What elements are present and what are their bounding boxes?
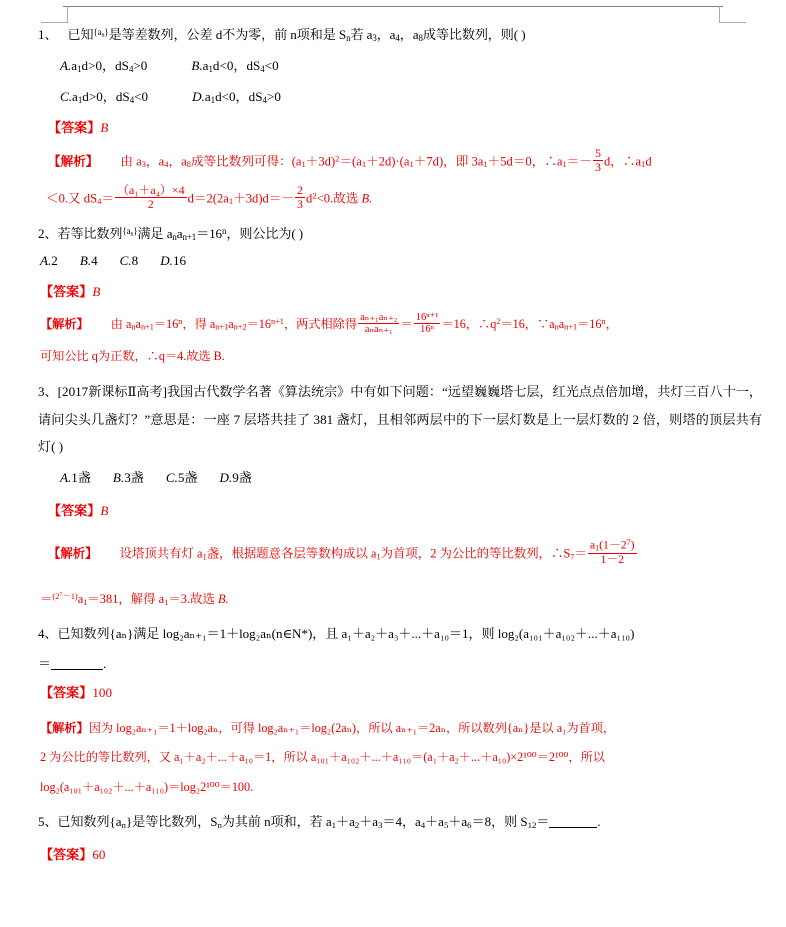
q1-frac-num: 5 [594,145,601,160]
q1-option-B-key: B. [191,57,203,73]
explain-tag: 【解析】 [48,546,98,561]
q5-sub-e: 3 [378,820,383,831]
q2-an1-sub: n+1 [182,231,197,242]
q2-exp-s4: n+1 [215,323,229,333]
q1-exp2-p1: ＜0.又 dS [46,191,98,206]
q1-exp-sup5: 2 [335,153,340,164]
q1-stem-e: ，a [399,27,419,42]
question-4-stem-line-2 [38,651,762,678]
q2-exp-sup12: n [601,317,606,327]
q1-option-A-key: A. [60,57,72,73]
q3-option-C-text: 5盏 [177,469,198,485]
question-5-answer-value: 60 [92,846,106,862]
q5-sub-b: n [217,820,222,831]
question-4-answer [38,682,762,701]
q1-option-A[interactable] [60,55,147,74]
q5-sub-h: 6 [467,820,472,831]
question-3-source: [2017新课标Ⅱ高考] [57,384,167,400]
q1-option-C-s1: 1 [77,94,83,105]
q2-option-B[interactable] [80,253,98,269]
q1-exp2-p7: B. [361,191,373,206]
q3-exp2-p2: a [77,591,84,606]
q4-exp-line1: 因为 log₂aₙ₊₁＝1＋log₂aₙ，可得 log₂aₙ₊₁＝log₂(2aₙ)，所以 aₙ₊₁＝2aₙ，所以数列{aₙ}是以 a₁为首项， [88,720,616,735]
question-2-options [38,253,762,269]
q1-option-C[interactable] [60,86,148,105]
q1-exp-p8: ＋7d)，即 3a [413,154,484,169]
q1-exp2-s3: 1 [228,195,234,206]
q3-exp2-sup-c: －1) [62,590,78,601]
q1-stem-c: 若 a [350,27,373,42]
q3-exp-p4: ＝ [574,546,587,561]
q1-option-D-key: D. [192,88,205,104]
question-5-stem [38,809,762,836]
q2-option-A[interactable] [40,253,58,269]
q3-frac-num-sub: 1 [595,543,600,553]
q1-seq-index: n [101,32,105,39]
q2-exp-p7: ，两式相除得 [283,317,358,332]
q1-option-D-t2: d<0，dS [215,88,263,104]
q2-exp-s10: n [554,323,559,333]
q1-stem-d: ，a [376,27,396,42]
q3-frac-num-c: ) [630,538,635,552]
question-2-answer [38,281,762,300]
q3-option-B-text: 3盏 [124,469,144,485]
q2-option-A-text: 2 [51,253,58,269]
question-4-answer-blank[interactable] [51,669,103,670]
q3-exp-p3: 为首项，2 为公比的等比数列，∴S [380,546,571,561]
q2-exp-p11: a [558,317,565,332]
question-3-stem [38,378,762,460]
q1-frac3-num: 2 [297,182,304,197]
q2-frac2-den: 16ⁿ [420,324,435,336]
q1-option-A-s2: 4 [128,63,134,74]
q1-exp-p9: ＋5d＝0，∴a [487,154,563,169]
q5-stem-d: ＋a [336,814,355,830]
q3-frac-num-b: (1－2 [599,538,627,552]
q1-exp-s9: 1 [562,159,567,170]
q2-stem-e: ，则公比为( ) [226,225,304,241]
q1-stem-a: 已知 [67,27,94,42]
answer-tag: 【答案】 [48,502,101,518]
q2-seq-close: } [133,225,138,236]
question-4-text: 已知数列{aₙ}满足 log₂aₙ₊₁＝1＋log₂aₙ(n∈N*)，且 a₁＋a₂＋a₃＋...＋a₁₀＝1，则 log₂(a₁₀₁＋a₁₀₂＋...＋a₁₁₀) [57,625,635,641]
q1-frac-den: 3 [594,159,601,174]
q2-stem-a: 若等比数列 [57,225,123,241]
q1-option-C-t2: d>0，dS [82,88,130,104]
q3-frac-num-sup: 7 [626,538,631,547]
q3-option-D-key: D. [219,469,233,485]
q2-option-D-text: 16 [172,253,187,269]
q1-frac2-num: （a₁＋a₄）×4 [116,182,185,197]
q1-a4-sub: 4 [395,32,400,43]
q2-exp-p4: ，得 a [182,317,216,332]
q1-option-D-t3: >0 [266,88,281,104]
q1-stem-f: 成等比数列，则( ) [422,27,526,42]
q2-option-C[interactable] [120,253,139,269]
q3-exp2-p4: ＝3.故选 [168,591,218,606]
q2-frac-den: aₙaₙ₊₁ [364,324,393,336]
q2-stem-b: 满足 a [137,225,173,241]
q4-period: . [103,656,107,672]
q5-stem-f: ＝4，a [382,814,421,830]
question-5-answer-blank[interactable] [549,827,597,828]
q1-seq-open: {a [93,27,102,37]
q1-exp-s3: 8 [186,159,191,170]
q2-seq-open: {a [122,225,131,236]
answer-tag: 【答案】 [48,119,101,135]
question-3-text: 我国古代数学名著《算法统宗》中有如下问题：“远望巍巍塔七层，红光点点倍加增，共灯三百八十一，请问尖头几盏灯？”意思是：一座 7 层塔共挂了 381 盏灯，且相邻两层中的下一层灯数是上一层灯数的 2 倍，则塔的顶层共有灯( ) [38,384,763,455]
q1-option-B-t1: a [202,57,209,73]
q3-option-C-key: C. [165,469,178,485]
q1-exp-s4: 1 [301,159,306,170]
q5-stem-k: . [597,814,601,830]
q3-exp-p1: 设塔顶共有灯 a [119,546,203,561]
q1-stem-b: 是等差数列，公差 d不为零，前 n项和是 S [108,27,347,42]
q1-exp-p6: ＝(a [339,154,362,169]
q2-frac2-num: 16ⁿ⁺¹ [415,311,439,323]
question-4-number: 4、 [38,625,58,641]
q2-exp-p5: a [228,317,234,332]
q1-exp-s2: 4 [164,159,169,170]
q1-option-B-s1: 1 [208,63,213,74]
explain-tag: 【解析】 [48,154,99,169]
q3-frac-num-a: a [589,538,596,552]
q3-exp2-sup-b: 7 [59,592,63,599]
q1-exp-s6: 1 [361,159,367,170]
q1-exp2-s1: 4 [97,195,102,206]
q2-fraction-a-ratio [358,312,399,336]
q5-sub-c: 1 [331,820,337,831]
q3-frac-den: 1－2 [600,553,624,566]
q2-fraction-16-ratio [414,312,441,336]
q1-a3-sub: 3 [372,32,377,43]
question-4-explanation-line-1 [38,715,762,742]
q2-stem-c: a [176,225,183,241]
question-2-explanation-line-2: 可知公比 q为正数，∴q＝4.故选 B. [40,349,225,364]
q1-option-C-s2: 4 [129,94,135,105]
q5-sub-d: 2 [354,820,360,831]
question-5-number: 5、 [38,814,58,830]
q1-option-B[interactable] [191,55,278,74]
question-1-stem [38,28,762,43]
q1-option-A-s1: 1 [77,63,82,74]
question-5-answer [38,844,762,863]
q1-fraction-2-over-3 [295,184,305,211]
q5-sub-i: 12 [527,820,537,831]
q2-exp-s5: n+2 [233,323,247,333]
question-4-answer-value: 100 [92,684,113,700]
q1-exp-p11: d，∴a [603,154,642,169]
question-1-explanation-line-1 [38,145,762,176]
q4-equals: ＝ [38,656,52,672]
q1-option-D-s1: 1 [210,94,216,105]
question-2-answer-value: B [92,284,101,300]
q2-exp-p1: 由 a [110,317,132,332]
q1-option-A-t3: >0 [133,57,148,73]
question-1-explanation-line-2 [38,182,762,213]
q1-option-B-s2: 4 [260,63,265,74]
q1-exp-p3: ，a [168,154,187,169]
q3-exp2-p3: ＝381，解得 a [87,591,165,606]
q1-exp-p4: 成等比数列可得：(a [190,154,302,169]
q1-exp-p5: ＋3d) [305,154,336,169]
q1-exp2-p3: d＝2(2a [187,191,229,206]
q2-option-D[interactable] [160,253,186,269]
answer-tag: 【答案】 [40,284,93,300]
q2-exp-p8: ＝ [400,317,413,332]
question-2-stem [38,227,762,242]
q2-option-C-key: C. [119,253,132,269]
q5-sub-g: 5 [443,820,449,831]
q1-option-D[interactable] [192,86,281,105]
q1-a8-sub: 8 [418,32,423,43]
q1-exp2-p2: ＝ [101,191,114,206]
question-4-stem [38,621,762,648]
q5-stem-e: ＋a [359,814,379,830]
question-1-options-row-2 [38,86,762,105]
q1-exp-s7: 1 [409,159,414,170]
q3-fraction-geometric-sum [588,539,637,567]
q1-option-A-t2: d>0，dS [81,57,129,73]
question-1-answer [38,117,762,136]
q1-exp-p2: ，a [146,154,165,169]
q3-exp-s1: 1 [202,551,207,562]
question-2-explanation-line-1 [38,313,762,337]
q2-exp-sup3: n [178,317,183,327]
q3-option-A-key: A. [60,469,72,485]
q5-sub-a: n [121,820,126,831]
q5-stem-b: }是等比数列，S [125,814,218,830]
q5-stem-i: ＝8，则 S [471,814,528,830]
q3-option-D-text: 9盏 [232,469,252,485]
q3-exp2-sup-a: (2 [52,590,60,601]
q1-frac3-den: 3 [297,196,304,211]
explain-tag: 【解析】 [40,720,89,735]
q1-option-C-t1: a [72,88,78,104]
question-1-number: 1、 [38,27,58,42]
q1-frac2-den: 2 [147,196,154,211]
q3-exp2-s2: 1 [83,596,88,607]
q5-stem-g: ＋a [425,814,444,830]
q1-exp2-p5: d [306,191,313,206]
q5-stem-a: 已知数列{a [57,814,122,830]
q1-fraction-sum-over-2 [115,184,187,211]
q1-exp-s8: 1 [483,159,488,170]
q3-exp2-p5: B. [217,591,229,606]
q5-stem-c: 为其前 n项和，若 a [221,814,332,830]
q2-exp-s11: n+1 [564,323,578,333]
q2-frac-num: aₙ₊₁aₙ₊₂ [360,311,398,323]
q2-16n-sup: n [222,225,227,236]
q2-exp-p9: ＝16，∴q [441,317,497,332]
q2-exp-p3: ＝16 [153,317,179,332]
q3-option-A-text: 1盏 [71,469,91,485]
q3-option-B-key: B. [112,469,125,485]
q2-exp-sup9: 2 [496,317,501,327]
q2-exp-p6: ＝16 [246,317,271,332]
q3-exp2-s3: 1 [164,596,169,607]
q5-stem-j: ＝ [536,814,550,830]
q2-exp-sup6: n+1 [270,317,284,327]
q3-option-B[interactable] [113,467,144,486]
q2-option-B-text: 4 [91,253,98,269]
q2-exp-s1: n [131,323,136,333]
q3-exp-s2: 1 [376,551,381,562]
q2-exp-s2: n+1 [140,323,154,333]
q2-option-D-key: D. [160,253,173,269]
q3-exp-s3: 7 [570,551,575,562]
q1-exp-p10: ＝－ [566,154,592,169]
answer-tag: 【答案】 [40,684,93,700]
q3-option-D[interactable] [220,467,252,486]
question-3-options [38,467,762,486]
q5-sub-f: 4 [420,820,426,831]
q1-option-D-t1: a [204,88,211,104]
q2-option-B-key: B. [79,253,92,269]
answer-tag: 【答案】 [40,846,93,862]
question-3-answer-value: B [100,502,109,518]
q2-exp-p12: ＝16 [577,317,602,332]
question-4-explanation-line-2: 2 为公比的等比数列，又 a₁＋a₂＋...＋a₁₀＝1，所以 a₁₀₁＋a₁₀₂＋...＋a₁₁₀＝(a₁＋a₂＋...＋a₁₀)×2¹⁰⁰＝2¹⁰⁰，所以 [40,750,605,765]
q1-option-A-t1: a [71,57,78,73]
q2-seq-index: n [130,230,134,237]
q2-stem-d: ＝16 [196,225,222,241]
question-3-explanation-line-2 [38,589,762,607]
question-3-explanation-line-1 [38,538,762,569]
q1-option-C-key: C. [60,88,73,104]
question-4-explanation-line-3: log₂(a₁₀₁＋a₁₀₂＋...＋a₁₁₀)＝log₂2¹⁰⁰＝100. [40,779,254,794]
q1-sn-sub: n [346,32,351,43]
q1-exp2-p6: <0.故选 [316,191,362,206]
q1-exp2-p4: ＋3d)d＝－ [233,191,295,206]
q1-exp-p1: 由 a [120,154,142,169]
q1-fraction-5-over-3 [593,147,603,174]
q3-frac-num [588,539,637,554]
q2-option-C-text: 8 [131,253,139,269]
question-1-options-row-1 [38,55,762,74]
q1-exp-s11: 1 [641,159,646,170]
question-1-answer-value: B [100,119,109,135]
q5-stem-h: ＋a [448,814,468,830]
q1-seq-close: } [104,27,109,37]
q2-an-sub: n [172,231,177,242]
q1-option-B-t3: <0 [264,57,279,73]
q1-option-D-s2: 4 [262,94,267,105]
q1-exp-p7: ＋2d)·(a [366,154,410,169]
q3-option-C[interactable] [166,467,198,486]
question-3-answer [38,500,762,519]
q2-exp-p13: ， [605,317,618,332]
question-2-number: 2、 [38,225,58,241]
q1-exp-s1: 3 [141,159,146,170]
question-3-number: 3、 [38,384,58,400]
q3-option-A[interactable] [60,467,91,486]
q3-exp-p2: 盏，根据题意各层等数构成以 a [206,546,377,561]
q2-option-A-key: A. [40,253,52,269]
q1-option-B-t2: d<0，dS [212,57,261,73]
explain-tag: 【解析】 [40,317,89,332]
q2-exp-p2: a [135,317,141,332]
q1-exp2-sup5: 2 [312,190,317,201]
q1-exp-p12: d [645,154,652,169]
q1-option-C-t3: <0 [134,88,149,104]
q2-exp-p10: ＝16，∵a [500,317,555,332]
q3-exp2-p1: ＝ [40,591,53,606]
